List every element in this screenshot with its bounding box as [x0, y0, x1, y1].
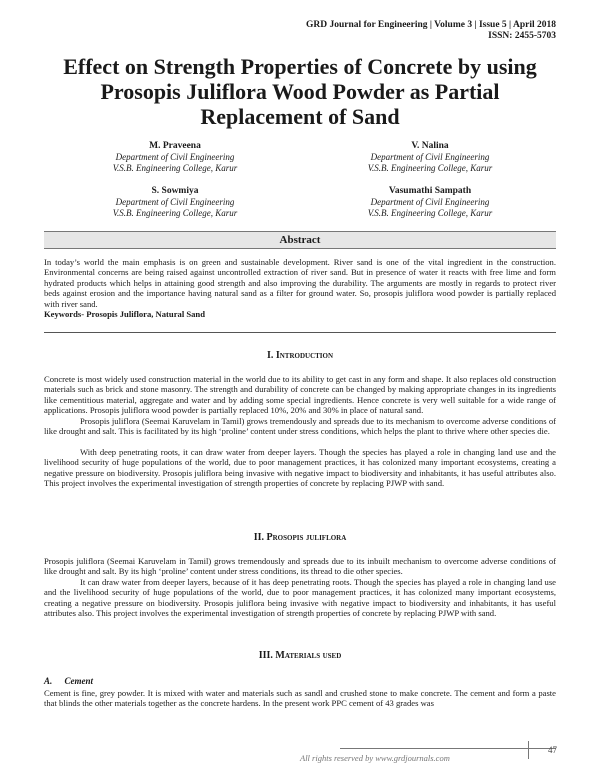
author-name: M. Praveena: [149, 141, 201, 151]
journal-line: GRD Journal for Engineering | Volume 3 | Issue 5 | April 2018: [306, 20, 556, 30]
section-title: Materials used: [275, 650, 342, 661]
author-dept: Department of Civil Engineering: [370, 152, 490, 162]
keywords: Keywords- Prosopis Juliflora, Natural Sand: [44, 309, 205, 320]
section-title: Introduction: [275, 350, 334, 361]
author-block: [65, 141, 285, 174]
prosopis-paragraph-2: It can draw water from deeper layers, because of it has deep penetrating roots. Though the species has played a role in changing land use and the livelihood security of huge populations of the world, due to poor management practices, it has colonized many important ecosystems, creating a negative pressure on biodiversity. Prosopis juliflora being invasive with negative impact to biodiversity and inhabitants, it has useful attributes also. This project involves the experimental investigation of strength properties of concrete by replacing PJWP with sand.: [44, 577, 556, 619]
subsection-label: A.: [44, 676, 53, 686]
intro-paragraph-2: Prosopis juliflora (Seemai Karuvelam in Tamil) grows tremendously and spreads due to its mechanism to overcome adverse conditions of like drought and salt. This is facilitated by its high ‘proline’ content under stress conditions, which helps the plant to thrive where other species die.: [44, 416, 556, 437]
intro-paragraph-1: Concrete is most widely used construction material in the world due to its ability to get cast in any form and shape. It also replaces old construction materials such as brick and stone masonry. The strength and durability of concrete can be changed by making appropriate changes in its ingredients like cementitious material, aggregate and water and by adding some special ingredients. Hence concrete is very well suitable for a wide range of applications. Prosopis juliflora wood powder is partially replaced 10%, 20% and 30% in place of natural sand.: [44, 374, 556, 416]
intro-paragraph-3: With deep penetrating roots, it can draw water from deeper layers. Though the species has played a role in changing land use and the livelihood security of huge populations of the world, due to poor management practices, it has colonized many important ecosystems, creating a negative pressure on biodiversity. Prosopis juliflora being invasive with negative impact to biodiversity and inhabitants, it has useful attributes also. This project involves the experimental investigation of strength properties of concrete by replacing PJWP with sand.: [44, 447, 556, 489]
section-heading-introduction: [44, 350, 556, 362]
section-number: I.: [266, 350, 274, 361]
page-number: 47: [528, 741, 557, 759]
author-block: [320, 186, 540, 219]
author-name: V. Nalina: [411, 141, 449, 151]
section-number: III.: [258, 650, 273, 661]
author-block: [320, 141, 540, 174]
paper-title: Effect on Strength Properties of Concrete by using Prosopis Juliflora Wood Powder as Partial Replacement of Sand: [63, 54, 537, 129]
section-number: II.: [253, 532, 264, 543]
subsection-title: Cement: [64, 676, 94, 686]
divider: [44, 332, 556, 333]
author-college: V.S.B. Engineering College, Karur: [367, 208, 493, 218]
author-name: Vasumathi Sampath: [388, 186, 472, 196]
author-college: V.S.B. Engineering College, Karur: [367, 163, 493, 173]
footer-rule: [340, 748, 556, 749]
author-dept: Department of Civil Engineering: [370, 197, 490, 207]
abstract-text: [44, 257, 556, 319]
section-title: Prosopis juliflora: [266, 532, 347, 543]
abstract-heading: Abstract: [44, 231, 556, 249]
cement-paragraph: Cement is fine, grey powder. It is mixed with water and materials such as sandl and crushed stone to make concrete. The cement and form a paste that blinds the other materials together as the concrete hardens. In the present work PPC cement of 43 grades was: [44, 688, 556, 709]
footer-rights: All rights reserved by www.grdjournals.com: [300, 753, 450, 763]
prosopis-paragraph-1: Prosopis juliflora (Seemai Karuvelam in Tamil) grows tremendously and spreads due to its inbuilt mechanism to overcome adverse conditions of like drought and salt. By its high ‘proline’ content under stress conditions, its thread to die other species.: [44, 556, 556, 577]
subsection-heading-cement: [44, 676, 93, 687]
author-block: [65, 186, 285, 219]
author-dept: Department of Civil Engineering: [115, 197, 235, 207]
section-heading-materials: [44, 650, 556, 662]
section-heading-prosopis: [44, 532, 556, 544]
author-name: S. Sowmiya: [151, 186, 199, 196]
abstract-body: In today’s world the main emphasis is on green and sustainable development. River sand is one of the vital ingredient in the construction. Environmental concerns are being raised against uncontrolled extraction of river sand. But in presence of water it reacts with free lime and form hydrated products which helps in attaining good strength and also improving the durability. The arguments are mostly in regards to protect river beds against erosion and the importance having natural sand as a filter for ground water. So, prosopis juliflora wood powder is partially replaced with river sand.: [44, 257, 556, 309]
issn: ISSN: 2455-5703: [488, 31, 556, 41]
author-college: V.S.B. Engineering College, Karur: [112, 208, 238, 218]
author-dept: Department of Civil Engineering: [115, 152, 235, 162]
author-college: V.S.B. Engineering College, Karur: [112, 163, 238, 173]
journal-header: [306, 20, 556, 42]
